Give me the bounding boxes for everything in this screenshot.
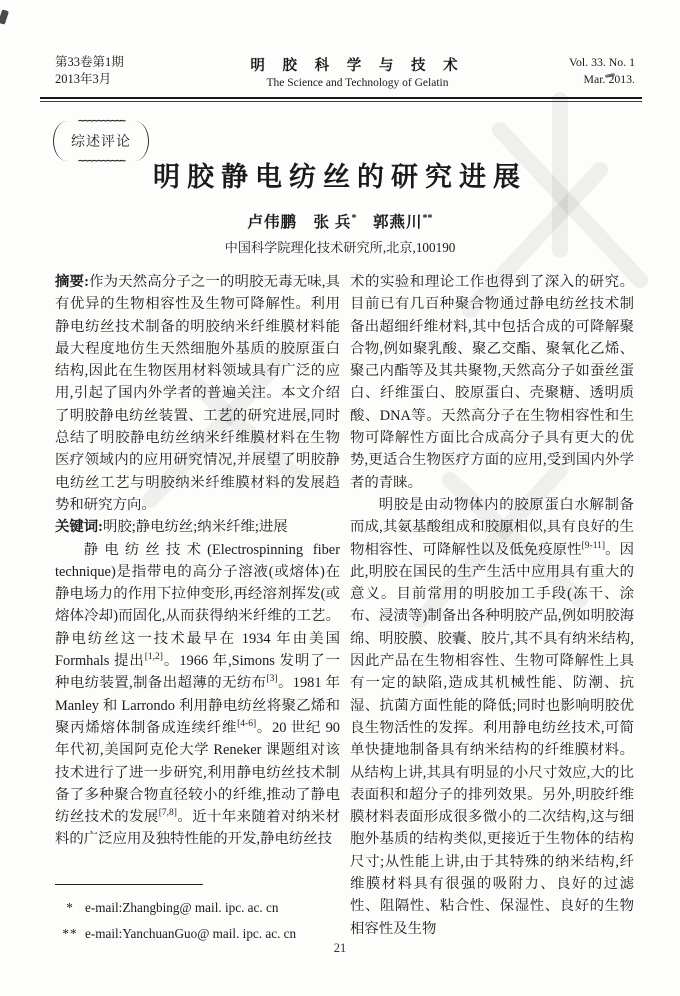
footnote-row [55, 895, 355, 921]
abstract-label: 摘要: [55, 274, 89, 290]
abstract-text: 作为天然高分子之一的明胶无毒无味,具有优异的生物相容性及生物可降解性。利用静电纺丝技术制备的明胶纳米纤维膜材料能最大程度地仿生天然细胞外基质的胶原蛋白结构,因此在生物医用材料领域具有广泛的应用,引起了国内外学者的普遍关注。本文介绍了明胶静电纺丝装置、工艺的研究进展,同时总结了明胶静电纺丝纳米纤维膜材料在生物医疗领域内的应用研究情况,并展望了明胶静电纺丝工艺与明胶纳米纤维膜材料的发展趋势和研究方向。 [55, 274, 341, 513]
footnote-marker: * [66, 900, 74, 915]
header-divider [40, 97, 642, 102]
keywords-paragraph [55, 516, 340, 538]
date-en: Mar. 2013. [583, 72, 635, 86]
journal-title-cn: 明 胶 科 学 与 技 术 [250, 58, 465, 74]
body-paragraph-continuation: 术的实验和理论工作也得到了深入的研究。目前已有几百种聚合物通过静电纺丝技术制备出超细纤维材料,其中包括合成的可降解聚合物,例如聚乳酸、聚乙交酯、聚氧化乙烯、聚己内酯等及其共聚物,天然高分子如蚕丝蛋白、纤维蛋白、胶原蛋白、壳聚糖、透明质酸、DNA等。天然高分子在生物相容性和生物可降解性方面比合成高分子具有更大的优势,更适合生物医疗方面的应用,受到国内外学者的青睐。 [350, 274, 634, 491]
header-journal-title [175, 54, 540, 89]
scan-artifact [0, 9, 9, 24]
right-column [350, 271, 634, 940]
issue-number: 第33卷第1期 [55, 55, 124, 69]
article-title: 明胶静电纺丝的研究进展 [153, 162, 527, 192]
header-volume-block [540, 54, 635, 88]
journal-title-en: The Science and Technology of Gelatin [266, 77, 449, 89]
affiliation-line: 中国科学院理化技术研究所,北京,100190 [224, 240, 456, 255]
journal-header [55, 54, 635, 89]
footnotes-block [55, 884, 355, 947]
abstract-paragraph [55, 271, 340, 516]
authors-line: 卢伟鹏 张 兵* 郭燕川** [247, 212, 433, 231]
keywords-label: 关键词: [55, 519, 103, 536]
page-number: 21 [333, 941, 347, 955]
badge-label: 综述评论 [71, 135, 131, 150]
issue-date-cn: 2013年3月 [55, 72, 112, 86]
badge-border-ornament: ~~~~~~~~~~ [77, 154, 125, 167]
header-issue-block [55, 54, 175, 88]
body-paragraph-gelatin: 明胶是由动物体内的胶原蛋白水解制备而成,其氨基酸组成和胶原相似,具有良好的生物相容性、可降解性以及低免疫原性[9-11]。因此,明胶在国民的生产生活中应用具有重大的意义。目前常用的明胶加工手段(冻干、涂布、浸渍等)制备出各种明胶产品,例如明胶海绵、明胶膜、胶囊、胶片,其不具有纳米结构,因此产品在生物相容性、生物可降解性上具有一定的缺陷,造成其机械性能、防潮、抗湿、抗菌方面性能的降低;同时也影响明胶优良生物活性的发挥。利用静电纺丝技术,可简单快捷地制备具有纳米结构的纤维膜材料。从结构上讲,其具有明显的小尺寸效应,大的比表面积和超分子的排列效果。另外,明胶纤维膜材料表面形成很多微小的二次结构,这与细胞外基质的结构类似,更接近于生物体的结构尺寸;从性能上讲,由于其特殊的纳米结构,纤维膜材料具有很强的吸附力、良好的过滤性、阻隔性、粘合性、保湿性、良好的生物相容性及生物 [350, 496, 634, 937]
intro-paragraph: 静电纺丝技术(Electrospinning fiber technique)是指带电的高分子溶液(或熔体)在静电场力的作用下拉伸变形,再经溶剂挥发(或熔体冷却)而固化,从而获得纳米纤维的工艺。静电纺丝这一技术最早在 1934 年由美国 Formhals 提出[1,2]。1966 年,Simons 发明了一种电纺装置,制备出超薄的无纺布[3]。1981 年 Manley 和 Larrondo 利用静电纺丝将聚乙烯和聚丙烯熔体制备成连续纤维[4-6]。20 世纪 90 年代初,美国阿克伦大学 Reneker 课题组对该技术进行了进一步研究,利用静电纺丝技术制备了多种聚合物直径较小的纤维,推动了静电纺丝技术的发展[7,8]。近十年来随着对纳米材料的广泛应用及独特性能的开发,静电纺丝技 [55, 541, 340, 848]
footnote-divider [55, 884, 203, 885]
volume-en: Vol. 33. No. 1 [569, 55, 635, 69]
footnote-email: e-mail:YanchuanGuo@ mail. ipc. ac. cn [85, 926, 297, 941]
footnote-email: e-mail:Zhangbing@ mail. ipc. ac. cn [85, 900, 279, 915]
left-column [55, 271, 340, 851]
footnote-marker: ** [62, 926, 78, 941]
badge-border-ornament: ~~~~~~~~~~ [77, 114, 125, 127]
keywords-text: 明胶;静电纺丝;纳米纤维;进展 [102, 519, 288, 536]
